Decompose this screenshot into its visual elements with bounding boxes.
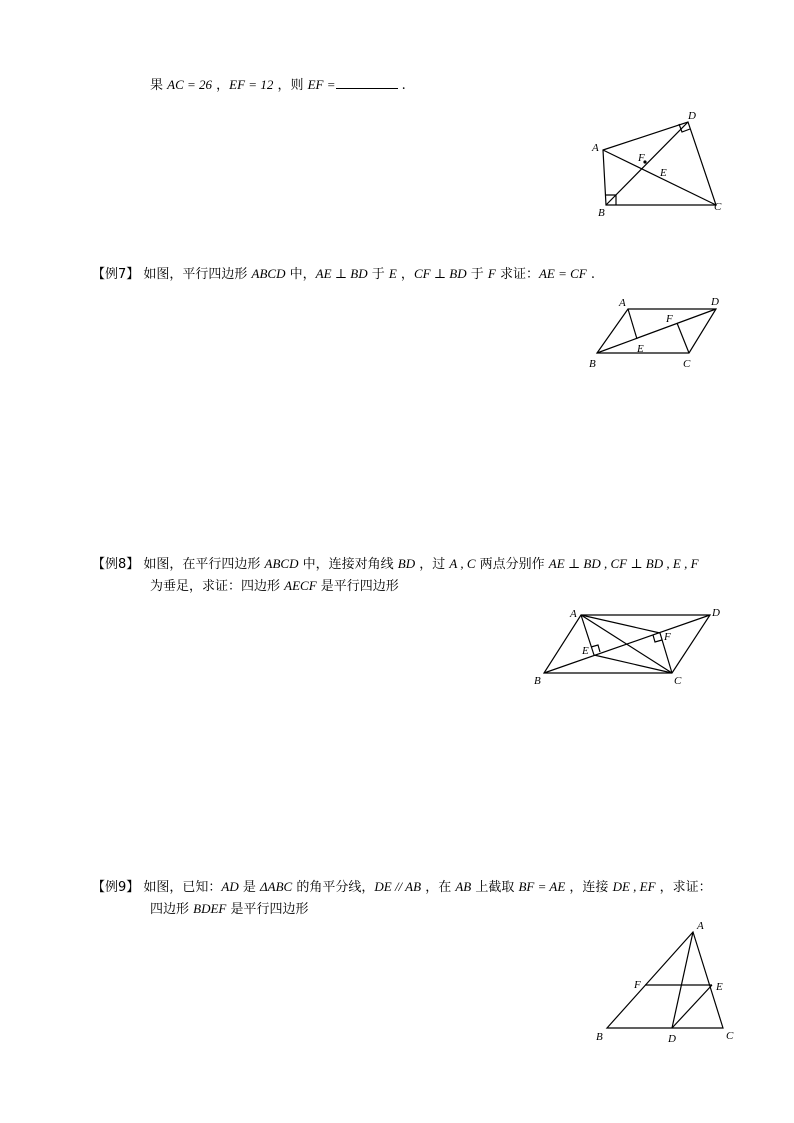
math: AECF <box>284 578 317 593</box>
text: ，则 <box>273 78 308 93</box>
math: F <box>487 266 496 281</box>
fig1-label-c: C <box>714 201 722 213</box>
fig4-triangle-abc <box>607 932 723 1028</box>
fig4-seg-ad <box>672 932 693 1028</box>
text: 上截取 <box>471 880 519 895</box>
text: 于 <box>367 267 389 282</box>
text: ， <box>212 78 230 93</box>
fig3-label-a: A <box>570 608 577 620</box>
text: . <box>397 78 406 93</box>
text: 是平行四边形 <box>316 579 399 594</box>
example-tag: 【例8】 <box>92 557 140 572</box>
text: 如图，平行四边形 <box>139 267 252 282</box>
math: A , C <box>449 556 476 571</box>
text: 于 <box>466 267 488 282</box>
math: ΔABC <box>260 879 293 894</box>
math: BDEF <box>193 901 227 916</box>
fig3-label-e: E <box>582 645 589 657</box>
fig2-label-b: B <box>589 358 596 370</box>
text: 中， <box>285 267 316 282</box>
math: AE = CF <box>538 266 587 281</box>
math: EF = 12 <box>229 77 274 92</box>
fig1-label-a: A <box>592 142 599 154</box>
text: 两点分别作 <box>475 557 549 572</box>
math: BF = AE <box>518 879 566 894</box>
fig4-label-f: F <box>634 979 641 991</box>
fig4-label-b: B <box>596 1031 603 1043</box>
fig1-label-d: D <box>688 110 696 122</box>
text: 果 <box>150 78 168 93</box>
text: 中，连接对角线 <box>298 557 398 572</box>
text: 四边形 <box>150 902 194 917</box>
text: 是平行四边形 <box>226 902 309 917</box>
fig1-label-b: B <box>598 207 605 219</box>
math: AB <box>455 879 472 894</box>
math: AD <box>221 879 239 894</box>
fig3-label-d: D <box>712 607 720 619</box>
text: 是 <box>238 880 261 895</box>
math: AE ⊥ BD <box>315 266 368 281</box>
fig3-label-c: C <box>674 675 682 687</box>
math: AC = 26 <box>167 77 213 92</box>
fig3-label-b: B <box>534 675 541 687</box>
math: ABCD <box>251 266 286 281</box>
math: E <box>388 266 397 281</box>
text: ，过 <box>415 557 450 572</box>
fig2-label-c: C <box>683 358 691 370</box>
fig4-label-e: E <box>716 981 723 993</box>
math: BD <box>397 556 416 571</box>
fig2-label-f: F <box>666 313 673 325</box>
text: 如图，已知： <box>139 880 222 895</box>
text: ，连接 <box>565 880 613 895</box>
fig4-seg-de <box>672 985 712 1028</box>
text: ， <box>396 267 414 282</box>
math: AE ⊥ BD , CF ⊥ BD , E , F <box>548 556 699 571</box>
math: EF = <box>307 77 336 92</box>
text: ，求证： <box>655 880 712 895</box>
math: CF ⊥ BD <box>413 266 467 281</box>
fig4-label-d: D <box>668 1033 676 1045</box>
example-tag: 【例7】 <box>92 267 140 282</box>
text: 求证： <box>495 267 539 282</box>
text: 为垂足，求证：四边形 <box>150 579 285 594</box>
math: ABCD <box>264 556 299 571</box>
text: ，在 <box>421 880 456 895</box>
fig1-label-f: F <box>638 152 645 164</box>
example-tag: 【例9】 <box>92 880 140 895</box>
text: . <box>586 267 596 282</box>
fig4-label-c: C <box>726 1030 734 1042</box>
text: 的角平分线， <box>292 880 375 895</box>
fig2-label-a: A <box>619 297 626 309</box>
fig2-label-d: D <box>711 296 719 308</box>
fig1-label-e: E <box>660 167 667 179</box>
fig2-label-e: E <box>637 343 644 355</box>
fig3-label-f: F <box>664 631 671 643</box>
math: DE // AB <box>374 879 422 894</box>
text: 如图，在平行四边形 <box>139 557 265 572</box>
math: DE , EF <box>612 879 656 894</box>
fig4-label-a: A <box>697 920 704 932</box>
